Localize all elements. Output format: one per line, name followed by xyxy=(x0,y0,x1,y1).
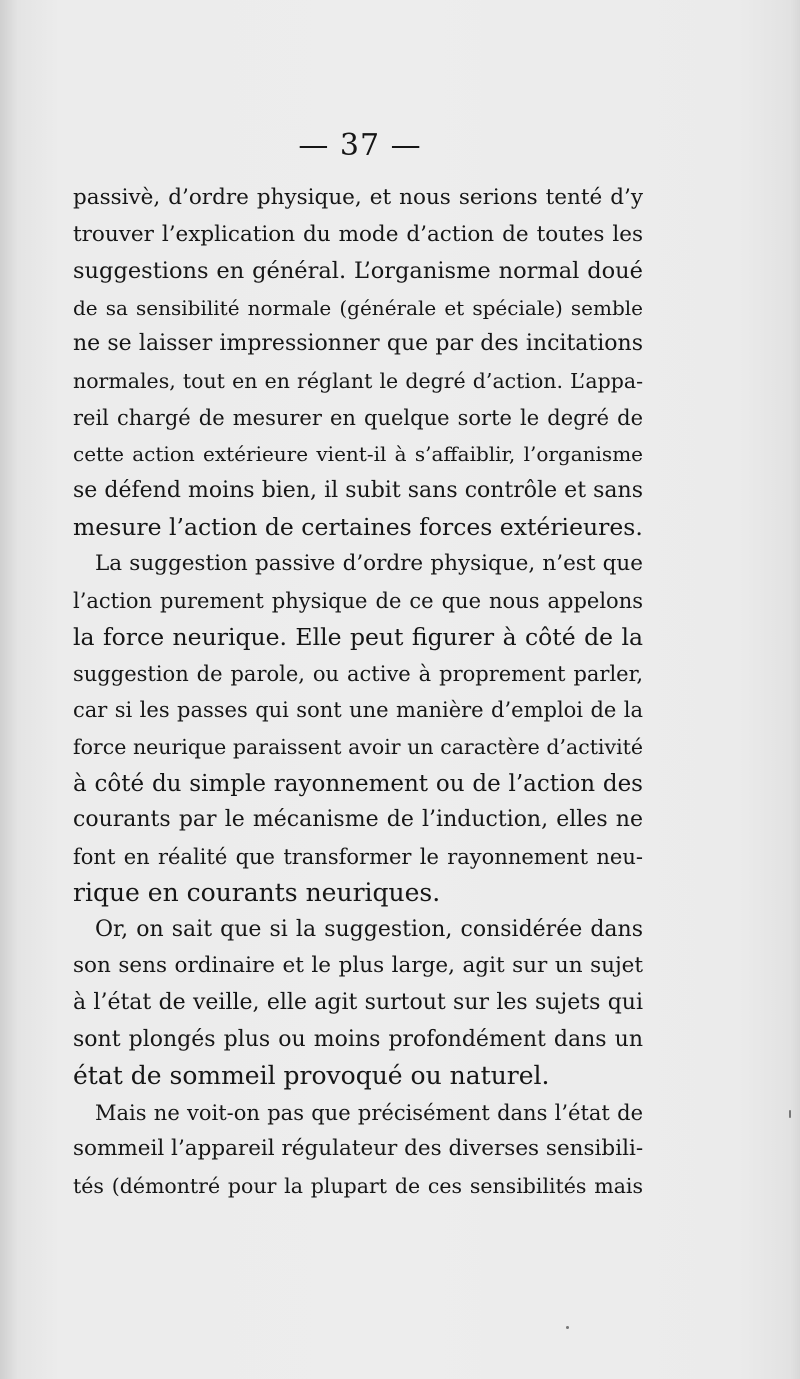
text-line: La suggestion passive d’ordre physique, n’est que xyxy=(95,550,643,576)
text-line: se défend moins bien, il subit sans contrôle et sans xyxy=(73,477,643,503)
text-line: trouver l’explication du mode d’action de toutes les xyxy=(73,221,643,247)
text-line: l’action purement physique de ce que nous appelons xyxy=(73,588,643,613)
text-line: Or, on sait que si la suggestion, considérée dans xyxy=(95,916,643,942)
text-line: à côté du simple rayonnement ou de l’action des xyxy=(73,770,643,797)
page-number: — 37 — xyxy=(298,128,422,163)
text-line: à l’état de veille, elle agit surtout sur les sujets qui xyxy=(73,990,643,1016)
text-line: rique en courants neuriques. xyxy=(73,878,441,908)
text-line: tés (démontré pour la plupart de ces sensibilités mais xyxy=(73,1174,643,1199)
text-line: mesure l’action de certaines forces extérieures. xyxy=(73,513,643,542)
text-line: de sa sensibilité normale (générale et spéciale) semble xyxy=(73,295,643,320)
text-line: car si les passes qui sont une manière d’emploi de la xyxy=(73,698,643,723)
text-line: sont plongés plus ou moins profondément dans un xyxy=(73,1026,643,1052)
text-line: normales, tout en en réglant le degré d’action. L’appa- xyxy=(73,368,643,393)
paper-speck xyxy=(789,1110,791,1118)
text-line: état de sommeil provoqué ou naturel. xyxy=(73,1061,550,1091)
text-line: courants par le mécanisme de l’induction, elles ne xyxy=(73,807,643,833)
text-line: son sens ordinaire et le plus large, agit sur un sujet xyxy=(73,953,643,979)
text-line: font en réalité que transformer le rayonnement neu- xyxy=(73,844,643,869)
paper-speck xyxy=(566,1326,569,1329)
text-line: suggestion de parole, ou active à proprement parler, xyxy=(73,661,643,686)
text-line: passivè, d’ordre physique, et nous serions tenté d’y xyxy=(73,185,643,210)
body-text xyxy=(73,180,643,1205)
text-line: suggestions en général. L’organisme normal doué xyxy=(73,258,643,285)
text-line: Mais ne voit-on pas que précisément dans l’état de xyxy=(95,1100,643,1125)
text-line: sommeil l’appareil régulateur des diverses sensibili- xyxy=(73,1136,643,1162)
text-line: cette action extérieure vient-il à s’affaiblir, l’organisme xyxy=(73,442,643,467)
text-line: reil chargé de mesurer en quelque sorte le degré de xyxy=(73,405,643,430)
text-line: la force neurique. Elle peut figurer à côté de la xyxy=(73,623,643,652)
text-line: ne se laisser impressionner que par des incitations xyxy=(73,331,643,357)
text-line: force neurique paraissent avoir un caractère d’activité xyxy=(73,734,643,759)
